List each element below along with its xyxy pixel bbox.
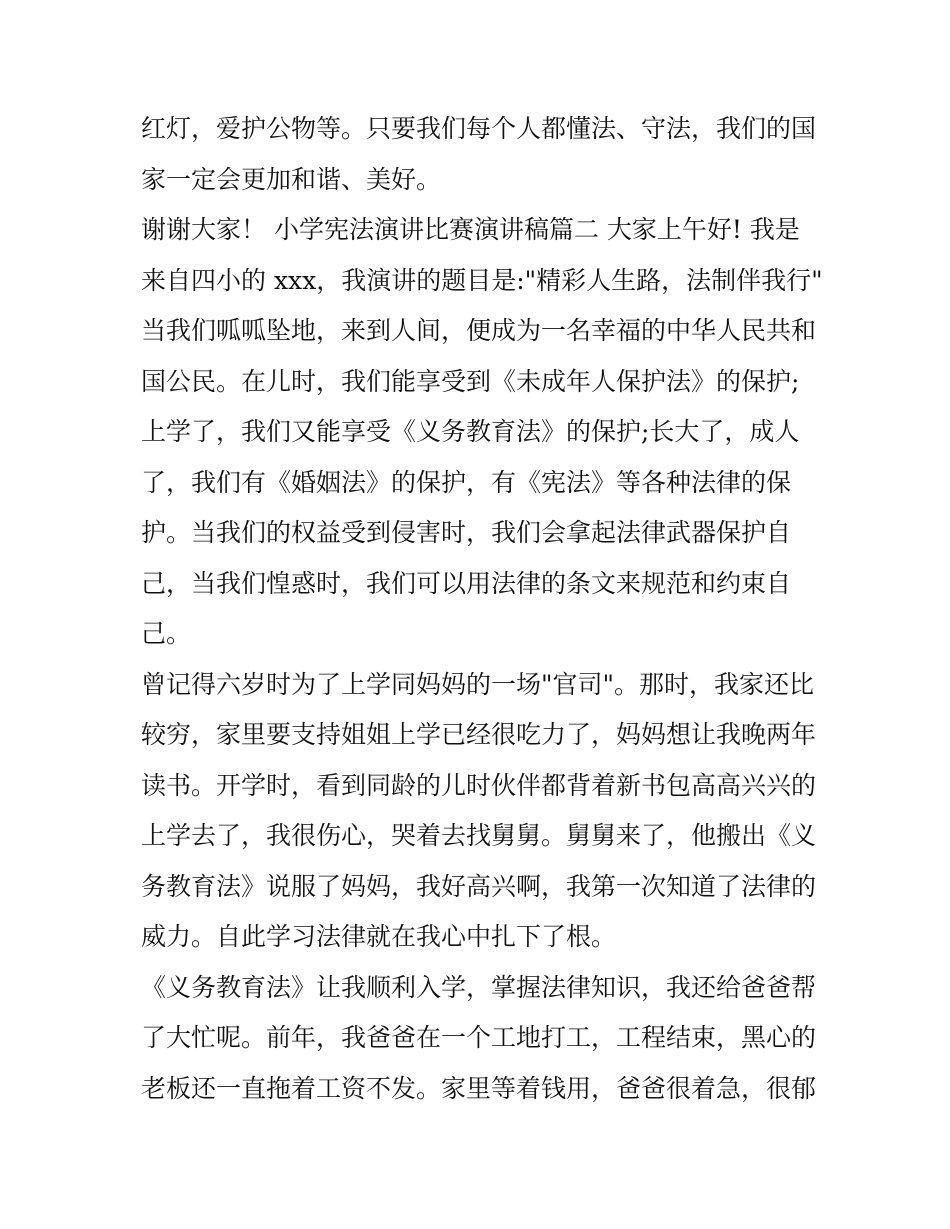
text-line: 己。: [141, 619, 192, 648]
text-line: 护。当我们的权益受到侵害时，我们会拿起法律武器保护自: [141, 518, 792, 547]
text-line: 上学去了，我很伤心，哭着去找舅舅。舅舅来了，他搬出《义: [141, 821, 817, 850]
text-line: 国公民。在儿时，我们能享受到《未成年人保护法》的保护;: [141, 366, 800, 396]
text-line: 曾记得六岁时为了上学同妈妈的一场"官司"。那时，我家还比: [141, 669, 815, 699]
text-line: 红灯，爱护公物等。只要我们每个人都懂法、守法，我们的国: [141, 114, 817, 143]
text-line: 谢谢大家！ 小学宪法演讲比赛演讲稿篇二 大家上午好! 我是: [141, 215, 800, 244]
text-line: 来自四小的 xxx，我演讲的题目是:"精彩人生路，法制伴我行": [141, 265, 823, 295]
text-line: 较穷，家里要支持姐姐上学已经很吃力了，妈妈想让我晚两年: [141, 720, 817, 749]
text-line: 当我们呱呱坠地，来到人间，便成为一名幸福的中华人民共和: [141, 316, 817, 345]
text-line: 老板还一直拖着工资不发。家里等着钱用，爸爸很着急，很郁: [141, 1073, 817, 1103]
body-text: [141, 104, 821, 1114]
text-line: 上学了，我们又能享受《义务教育法》的保护;长大了，成人: [141, 417, 800, 446]
text-line: 务教育法》说服了妈妈，我好高兴啊，我第一次知道了法律的: [141, 871, 817, 901]
text-line: 了，我们有《婚姻法》的保护，有《宪法》等各种法律的保: [141, 467, 792, 497]
text-line: 读书。开学时，看到同龄的儿时伙伴都背着新书包高高兴兴的: [141, 770, 817, 800]
text-line: 己，当我们惶惑时，我们可以用法律的条文来规范和约束自: [141, 568, 792, 598]
text-line: 《义务教育法》让我顺利入学，掌握法律知识，我还给爸爸帮: [141, 972, 817, 1002]
text-line: 家一定会更加和谐、美好。: [141, 164, 442, 194]
text-line: 威力。自此学习法律就在我心中扎下了根。: [141, 922, 617, 951]
text-line: 了大忙呢。前年，我爸爸在一个工地打工，工程结束，黑心的: [141, 1023, 817, 1052]
